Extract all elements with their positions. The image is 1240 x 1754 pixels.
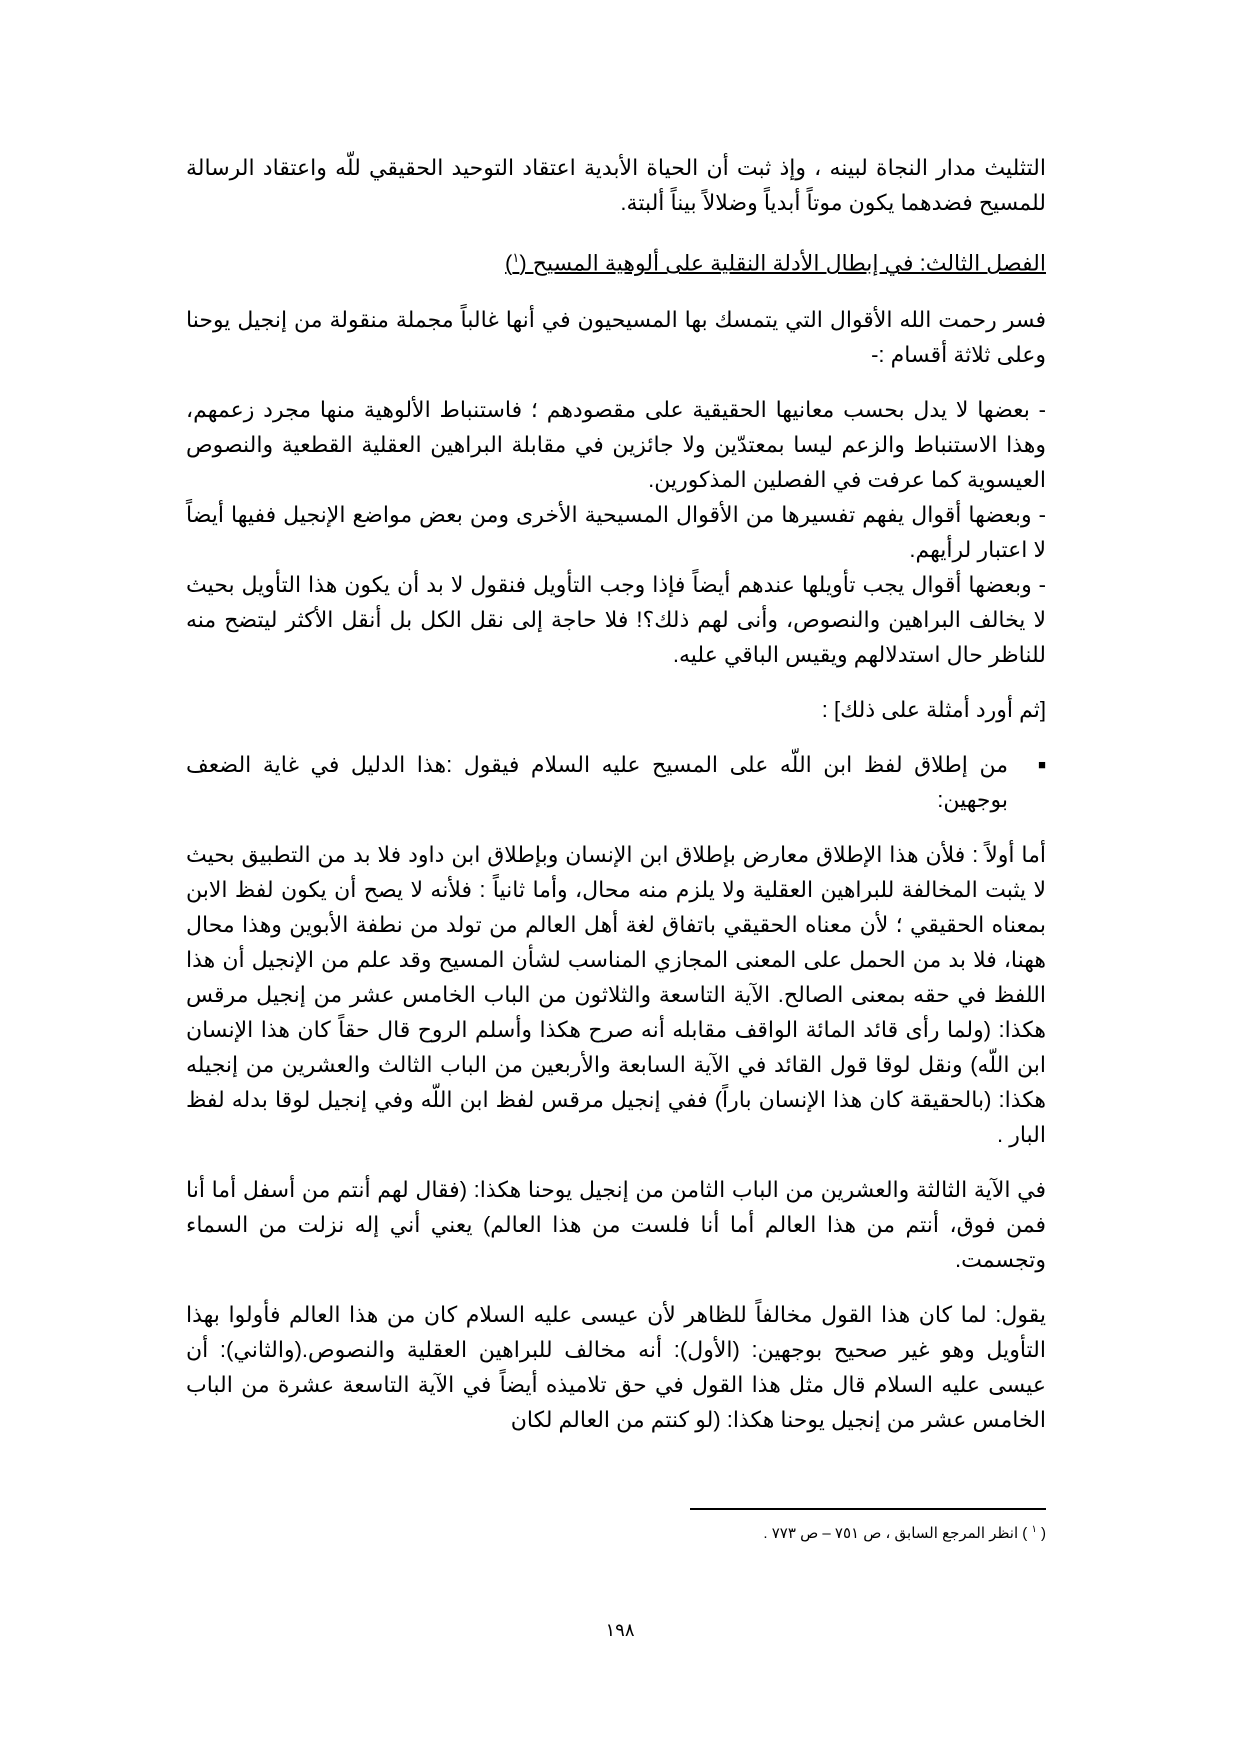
footnote-separator [690,1508,1046,1510]
bullet-item [186,747,1046,817]
page-number: ١٩٨ [605,1620,635,1640]
intro-paragraph: التثليث مدار النجاة لبينه ، وإذ ثبت أن الحياة الأبدية اعتقاد التوحيد الحقيقي للّه واعتقاد الرسالة للمسيح فضدهما يكون موتاً أبدياً وضلالاً بيناً ألبتة. [186,155,1046,215]
argument-paragraph-2: في الآية الثالثة والعشرين من الباب الثامن من إنجيل يوحنا هكذا: (فقال لهم أنتم من أسفل أما أنا فمن فوق، أنتم من هذا العالم أما أنا فلست من هذا العالم) يعني أني إله نزلت من السماء وتجسمت. [186,1177,1046,1273]
footnote-ref: ١ [1031,1524,1037,1535]
argument-paragraph-1: أما أولاً : فلأن هذا الإطلاق معارض بإطلاق ابن الإنسان وبإطلاق ابن داود فلا بد من التطبيق بحيث لا يثبت المخالفة للبراهين العقلية ولا يلزم منه محال، وأما ثانياً : فلأنه لا يصح أن يكون لفظ الابن بمعناه الحقيقي ؛ لأن معناه الحقيقي باتفاق لغة أهل العالم من تولد من نطفة الأبوين وهذا محال ههنا، فلا بد من الحمل على المعنى المجازي المناسب لشأن المسيح وقد علم من الإنجيل أن هذا اللفظ في حقه بمعنى الصالح. الآية التاسعة والثلاثون من الباب الخامس عشر من إنجيل مرقس هكذا: (ولما رأى قائد المائة الواقف مقابله أنه صرح هكذا وأسلم الروح قال حقاً كان هذا الإنسان ابن اللّه) ونقل لوقا قول القائد في الآية السابعة والأربعين من الباب الثالث والعشرين من إنجيله هكذا: (بالحقيقة كان هذا الإنسان باراً) ففي إنجيل مرقس لفظ ابن اللّه وفي إنجيل لوقا بدله لفظ البار . [186,842,1046,1148]
footnote-open: ( [1036,1525,1046,1542]
heading-footnote-ref: ١ [512,250,520,265]
category-paragraph-1: - بعضها لا يدل بحسب معانيها الحقيقية على مقصودهم ؛ فاستنباط الألوهية منها مجرد زعمهم، وهذا الاستنباط والزعم ليسا بمعتدّين ولا جائزين في مقابلة البراهين العقلية القطعية والنصوص العيسوية كما عرفت في الفصلين المذكورين. [186,397,1046,493]
main-text [186,150,1046,1457]
category-paragraph-3: - وبعضها أقوال يجب تأويلها عندهم أيضاً فإذا وجب التأويل فنقول لا بد أن يكون هذا التأويل بحيث لا يخالف البراهين والنصوص، وأنى لهم ذلك؟! فلا حاجة إلى نقل الكل بل أنقل الأكثر ليتضح منه للناظر حال استدلالهم ويقيس الباقي عليه. [186,572,1046,668]
footnote [500,1518,1046,1546]
category-paragraph-2: - وبعضها أقوال يفهم تفسيرها من الأقوال المسيحية الأخرى ومن بعض مواضع الإنجيل ففيها أيضاً لا اعتبار لرأيهم. [186,502,1046,563]
heading-close: ) [505,250,513,276]
heading-text: الفصل الثالث: في إبطال الأدلة النقلية على ألوهية المسيح ( [519,250,1046,276]
section-heading [186,240,1046,280]
footnote-text: ) انظر المرجع السابق ، ص ٧٥١ – ص ٧٧٣ . [763,1525,1032,1542]
square-bullet-icon: ■ [1038,757,1046,773]
examples-intro: [ثم أورد أمثلة على ذلك] : [821,697,1046,723]
argument-paragraph-3: يقول: لما كان هذا القول مخالفاً للظاهر لأن عيسى عليه السلام كان من هذا العالم فأولوا بهذا التأويل وهو غير صحيح بوجهين: (الأول): أنه مخالف للبراهين العقلية والنصوص.(والثاني): أن عيسى عليه السلام قال مثل هذا القول في حق تلاميذه أيضاً في الآية التاسعة عشرة من الباب الخامس عشر من إنجيل يوحنا هكذا: (لو كنتم من العالم لكان [186,1302,1046,1433]
bullet-text: من إطلاق لفظ ابن اللّه على المسيح عليه السلام فيقول :هذا الدليل في غاية الضعف بوجهين: [186,752,1008,813]
categories-intro-paragraph: فسر رحمت الله الأقوال التي يتمسك بها المسيحيون في أنها غالباً مجملة منقولة من إنجيل يوحنا وعلى ثلاثة أقسام :- [186,307,1046,368]
